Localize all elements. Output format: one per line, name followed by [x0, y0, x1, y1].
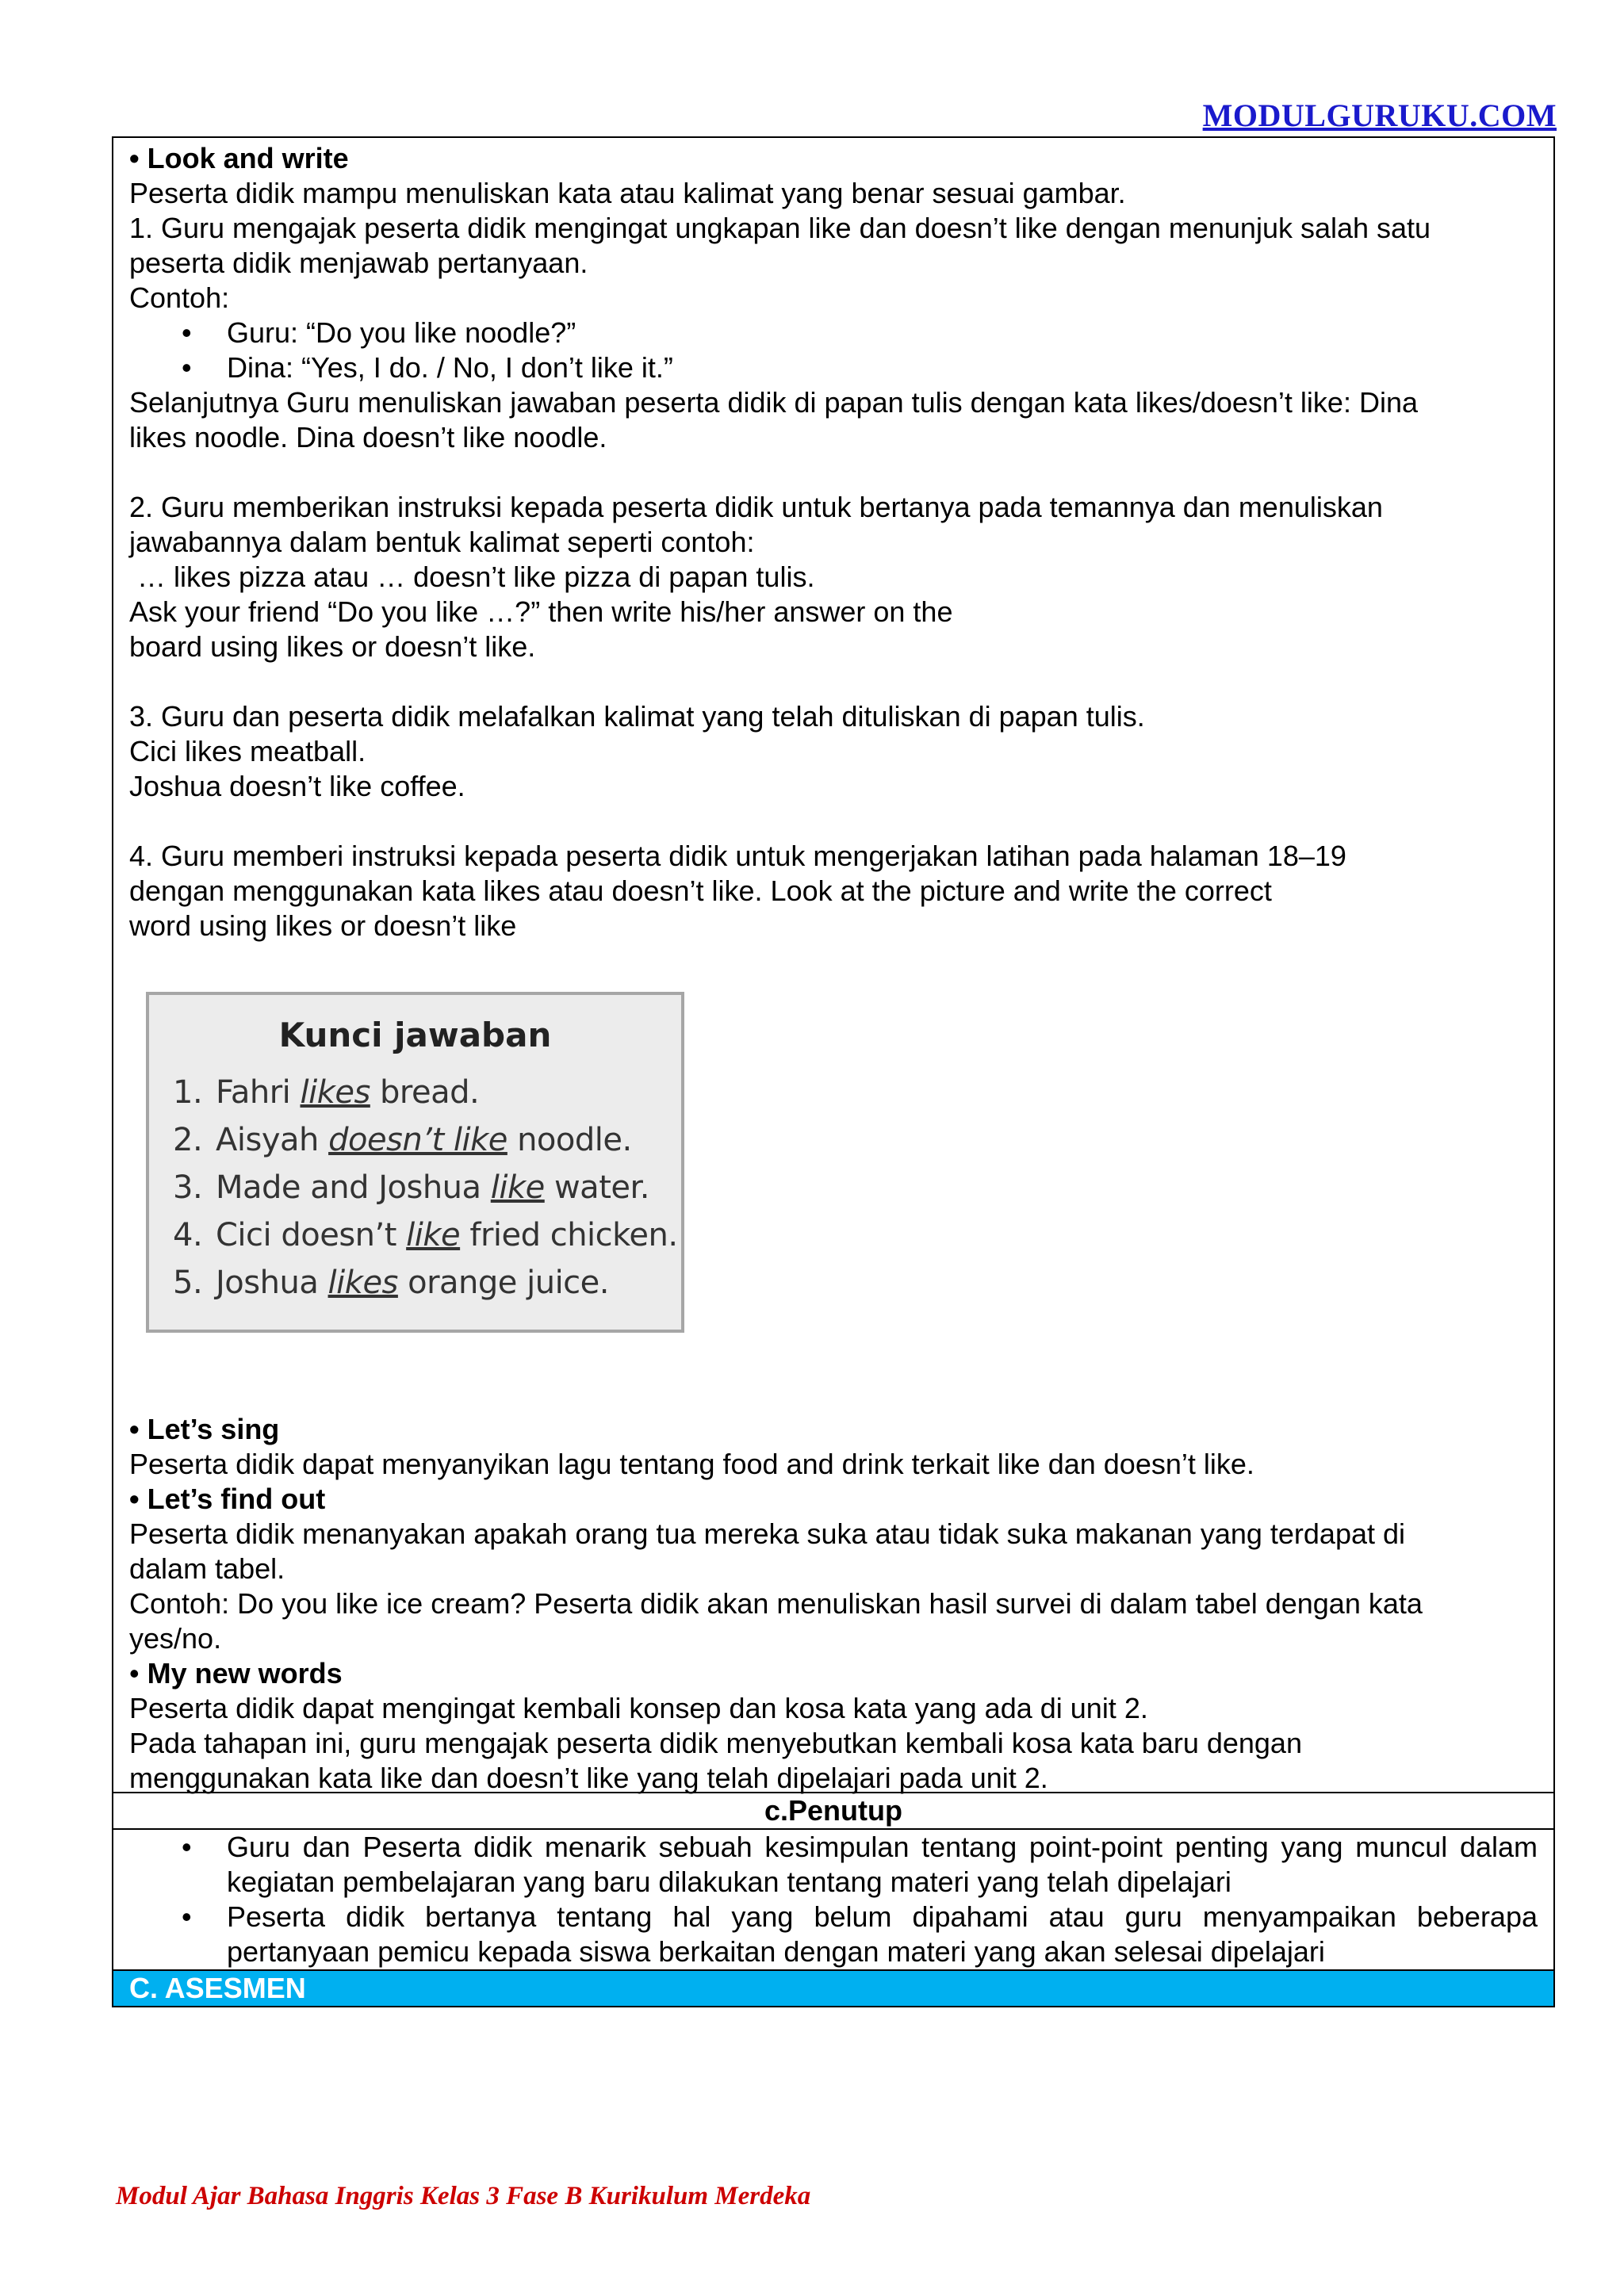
look-and-write-heading: • Look and write [129, 142, 349, 174]
penutup-cell [112, 1830, 1555, 1969]
asesmen-heading: C. ASESMEN [112, 1969, 1555, 2007]
lesson-table [112, 136, 1555, 2007]
step2-line1: 2. Guru memberikan instruksi kepada peserta didik untuk bertanya pada temannya dan menuliskan [129, 491, 1383, 523]
activity-cell [112, 136, 1555, 1792]
site-link[interactable]: MODULGURUKU.COM [1202, 98, 1557, 133]
step2-line3: … likes pizza atau … doesn’t like pizza di papan tulis. [129, 561, 815, 593]
step4-line2: dengan menggunakan kata likes atau doesn’t like. Look at the picture and write the correct [129, 874, 1272, 907]
penutup-heading: c.Penutup [112, 1792, 1555, 1830]
after-line2: likes noodle. Dina doesn’t like noodle. [129, 421, 607, 453]
my-new-words-line3: menggunakan kata like dan doesn’t like yang telah dipelajari pada unit 2. [129, 1762, 1048, 1794]
look-and-write-intro: Peserta didik mampu menuliskan kata atau kalimat yang benar sesuai gambar. [129, 177, 1126, 209]
step3-line1: 3. Guru dan peserta didik melafalkan kalimat yang telah dituliskan di papan tulis. [129, 700, 1145, 733]
answer-key-item: 3. Made and Joshua like water. [173, 1169, 649, 1206]
step1-line2: peserta didik menjawab pertanyaan. [129, 247, 588, 279]
answer-key-image [146, 992, 684, 1333]
step3-line2: Cici likes meatball. [129, 735, 366, 767]
step2-line5: board using likes or doesn’t like. [129, 630, 536, 663]
step2-line4: Ask your friend “Do you like …?” then write his/her answer on the [129, 595, 953, 628]
list-item: • Dina: “Yes, I do. / No, I don’t like it.” [129, 350, 1538, 385]
my-new-words-line2: Pada tahapan ini, guru mengajak peserta didik menyebutkan kembali kosa kata baru dengan [129, 1727, 1302, 1759]
example-label: Contoh: [129, 281, 230, 314]
example-list [129, 316, 1538, 385]
my-new-words-line1: Peserta didik dapat mengingat kembali konsep dan kosa kata yang ada di unit 2. [129, 1692, 1148, 1724]
lets-find-out-heading: • Let’s find out [129, 1483, 326, 1515]
list-item: • Guru: “Do you like noodle?” [129, 316, 1538, 350]
lets-find-out-line3: Contoh: Do you like ice cream? Peserta didik akan menuliskan hasil survei di dalam tabel dengan kata [129, 1587, 1423, 1620]
lets-sing-text: Peserta didik dapat menyanyikan lagu tentang food and drink terkait like dan doesn’t like. [129, 1448, 1254, 1480]
step3-line3: Joshua doesn’t like coffee. [129, 770, 465, 802]
footer-text: Modul Ajar Bahasa Inggris Kelas 3 Fase B Kurikulum Merdeka [116, 2182, 811, 2210]
lets-find-out-line2: dalam tabel. [129, 1552, 285, 1585]
list-item: • Peserta didik bertanya tentang hal yang belum dipahami atau guru menyampaikan beberapa pertanyaan pemicu kepada siswa berkaitan dengan materi yang akan selesai dipelajari [129, 1900, 1538, 1969]
answer-key-item: 1. Fahri likes bread. [173, 1074, 480, 1111]
step1-line1: 1. Guru mengajak peserta didik mengingat ungkapan like dan doesn’t like dengan menunjuk salah satu [129, 212, 1431, 244]
answer-key-item: 2. Aisyah doesn’t like noodle. [173, 1122, 632, 1158]
my-new-words-heading: • My new words [129, 1657, 343, 1689]
lets-find-out-line1: Peserta didik menanyakan apakah orang tua mereka suka atau tidak suka makanan yang terdapat di [129, 1517, 1406, 1550]
lets-sing-heading: • Let’s sing [129, 1413, 280, 1445]
list-item: • Guru dan Peserta didik menarik sebuah kesimpulan tentang point-point penting yang muncul dalam kegiatan pembelajaran yang baru dilakukan tentang materi yang telah dipelajari [129, 1830, 1538, 1900]
answer-key-title: Kunci jawaban [278, 1016, 552, 1054]
after-line1: Selanjutnya Guru menuliskan jawaban peserta didik di papan tulis dengan kata likes/doesn’t like: Dina [129, 386, 1418, 419]
step2-line2: jawabannya dalam bentuk kalimat seperti contoh: [129, 526, 755, 558]
lets-find-out-line4: yes/no. [129, 1622, 222, 1655]
penutup-list [129, 1830, 1538, 1969]
answer-key-item: 4. Cici doesn’t like fried chicken. [173, 1217, 678, 1253]
answer-key-item: 5. Joshua likes orange juice. [173, 1265, 609, 1301]
step4-line1: 4. Guru memberi instruksi kepada peserta didik untuk mengerjakan latihan pada halaman 18–19 [129, 840, 1346, 872]
step4-line3: word using likes or doesn’t like [129, 909, 517, 942]
